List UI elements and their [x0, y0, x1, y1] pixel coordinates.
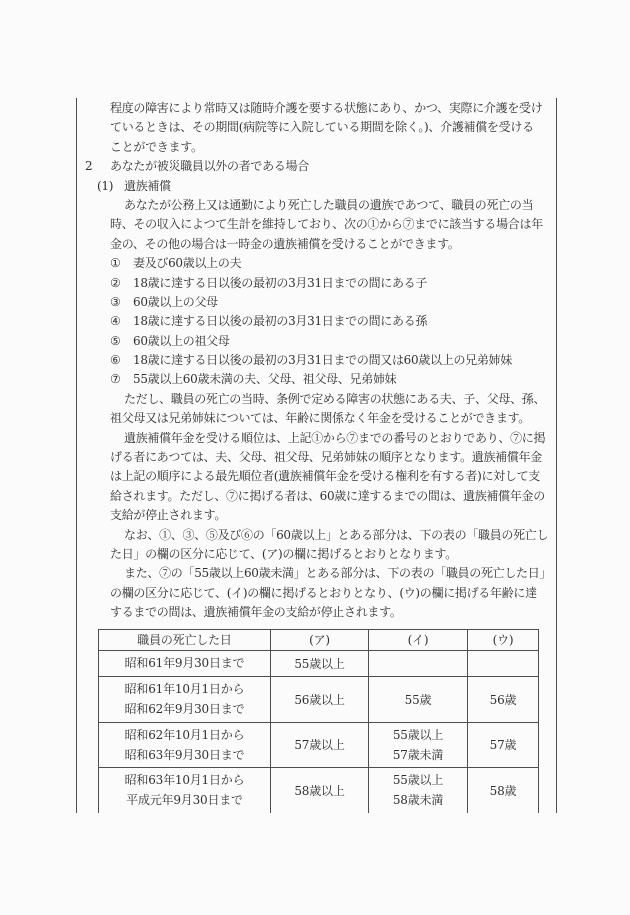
- column-header-a: (ア): [271, 629, 369, 650]
- cell-i: 55歳: [369, 676, 468, 722]
- paragraph-line: 程度の障害により常時又は随時介護を要する状態にあり、かつ、実際に介護を受け: [110, 101, 543, 115]
- section-title: あなたが被災職員以外の者である場合: [110, 159, 309, 174]
- column-header-i: (イ): [369, 629, 468, 650]
- cell-a: 57歳以上: [271, 722, 369, 767]
- table-row: [99, 767, 539, 813]
- table-row: [99, 650, 539, 676]
- cell-death-date: 昭和61年10月1日から 昭和62年9月30日まで: [99, 676, 271, 722]
- cell-death-date: 昭和62年10月1日から 昭和63年9月30日まで: [99, 722, 271, 767]
- paragraph-line: 支給が停止されます。: [110, 508, 227, 523]
- cell-u: 58歳: [468, 767, 539, 813]
- paragraph-line: の欄の区分に応じて、(イ)の欄に掲げるとおりとなり、(ウ)の欄に掲げる年齢に達: [110, 585, 537, 600]
- content-frame: [76, 98, 557, 813]
- paragraph-line: 時、その収入によつて生計を維持しており、次の①から⑦までに該当する場合は年: [110, 217, 543, 232]
- list-item: [77, 370, 556, 389]
- cell-u: [468, 650, 539, 676]
- list-item: [77, 351, 556, 370]
- cell-i: 55歳以上 57歳未満: [369, 722, 468, 767]
- subsection-number: (1): [97, 178, 114, 193]
- list-item-text: 60歳以上の父母: [133, 294, 218, 309]
- cell-a: 56歳以上: [271, 676, 369, 722]
- paragraph-line: ことができます。: [110, 139, 203, 154]
- column-header-u: (ウ): [468, 629, 539, 650]
- list-item: [77, 274, 556, 293]
- list-item-text: 60歳以上の祖父母: [133, 333, 230, 348]
- paragraph-line: 給されます。ただし、⑦に掲げる者は、60歳に達するまでの間は、遺族補償年金の: [110, 488, 545, 503]
- paragraph-line: た日」の欄の区分に応じて、(ア)の欄に掲げるとおりとなります。: [110, 546, 457, 561]
- list-item-number: ③: [110, 294, 121, 309]
- age-table-header-row: [99, 629, 539, 650]
- list-item: [77, 254, 556, 273]
- cell-u: 57歳: [468, 722, 539, 767]
- paragraph-line: なお、①、③、⑤及び⑥の「60歳以上」とある部分は、下の表の「職員の死亡し: [124, 527, 549, 542]
- table-row: [99, 676, 539, 722]
- cell-a: 55歳以上: [271, 650, 369, 676]
- list-item-text: 55歳以上60歳未満の夫、父母、祖父母、兄弟姉妹: [133, 372, 397, 387]
- cell-a: 58歳以上: [271, 767, 369, 813]
- paragraph-line: 祖父母又は兄弟姉妹については、年齢に関係なく年金を受けることができます。: [110, 411, 531, 426]
- list-item-number: ⑥: [110, 353, 121, 368]
- list-item-number: ①: [110, 256, 121, 271]
- table-row: [99, 722, 539, 767]
- age-table: [98, 629, 539, 814]
- paragraph-line: また、⑦の「55歳以上60歳未満」とある部分は、下の表の「職員の死亡した日」: [124, 566, 552, 581]
- column-header-death-date: 職員の死亡した日: [99, 629, 271, 650]
- cell-death-date: 昭和61年9月30日まで: [99, 650, 271, 676]
- list-item-number: ⑦: [110, 372, 121, 387]
- paragraph-line: あなたが公務上又は通勤により死亡した職員の遺族であつて、職員の死亡の当: [124, 197, 534, 212]
- list-item: [77, 312, 556, 331]
- paragraph-line: は上記の順序による最先順位者(遺族補償年金を受ける権利を有する者)に対して支: [110, 469, 540, 484]
- paragraph-line: するまでの間は、遺族補償年金の支給が停止されます。: [110, 605, 402, 620]
- subsection-1-heading: [77, 177, 556, 196]
- list-item-text: 18歳に達する日以後の最初の3月31日までの間にある孫: [133, 314, 428, 329]
- list-item-number: ⑤: [110, 333, 121, 348]
- list-item: [77, 293, 556, 312]
- list-item-text: 18歳に達する日以後の最初の3月31日までの間又は60歳以上の兄弟姉妹: [133, 353, 512, 368]
- list-item-number: ②: [110, 275, 121, 290]
- cell-i: 55歳以上 58歳未満: [369, 767, 468, 813]
- paragraph-line: げる者にあつては、夫、父母、祖父母、兄弟姉妹の順序となります。遺族補償年金: [110, 450, 542, 465]
- list-item-number: ④: [110, 314, 121, 329]
- cell-death-date: 昭和63年10月1日から 平成元年9月30日まで: [99, 767, 271, 813]
- section-number: 2: [85, 159, 93, 174]
- paragraph-line: 遺族補償年金を受ける順位は、上記①から⑦までの番号のとおりであり、⑦に掲: [124, 430, 546, 445]
- subsection-title: 遺族補償: [124, 178, 171, 193]
- list-item: [77, 332, 556, 351]
- paragraph-line: 金の、その他の場合は一時金の遺族補償を受けることができます。: [110, 236, 460, 251]
- section-2-heading: [77, 157, 556, 176]
- list-item-text: 妻及び60歳以上の夫: [133, 256, 242, 271]
- paragraph-line: ただし、職員の死亡の当時、条例で定める障害の状態にある夫、子、父母、孫、: [124, 391, 546, 406]
- paragraph-line: ているときは、その期間(病院等に入院している期間を除く。)、介護補償を受ける: [110, 120, 534, 135]
- list-item-text: 18歳に達する日以後の最初の3月31日までの間にある子: [133, 275, 428, 290]
- cell-u: 56歳: [468, 676, 539, 722]
- cell-i: [369, 650, 468, 676]
